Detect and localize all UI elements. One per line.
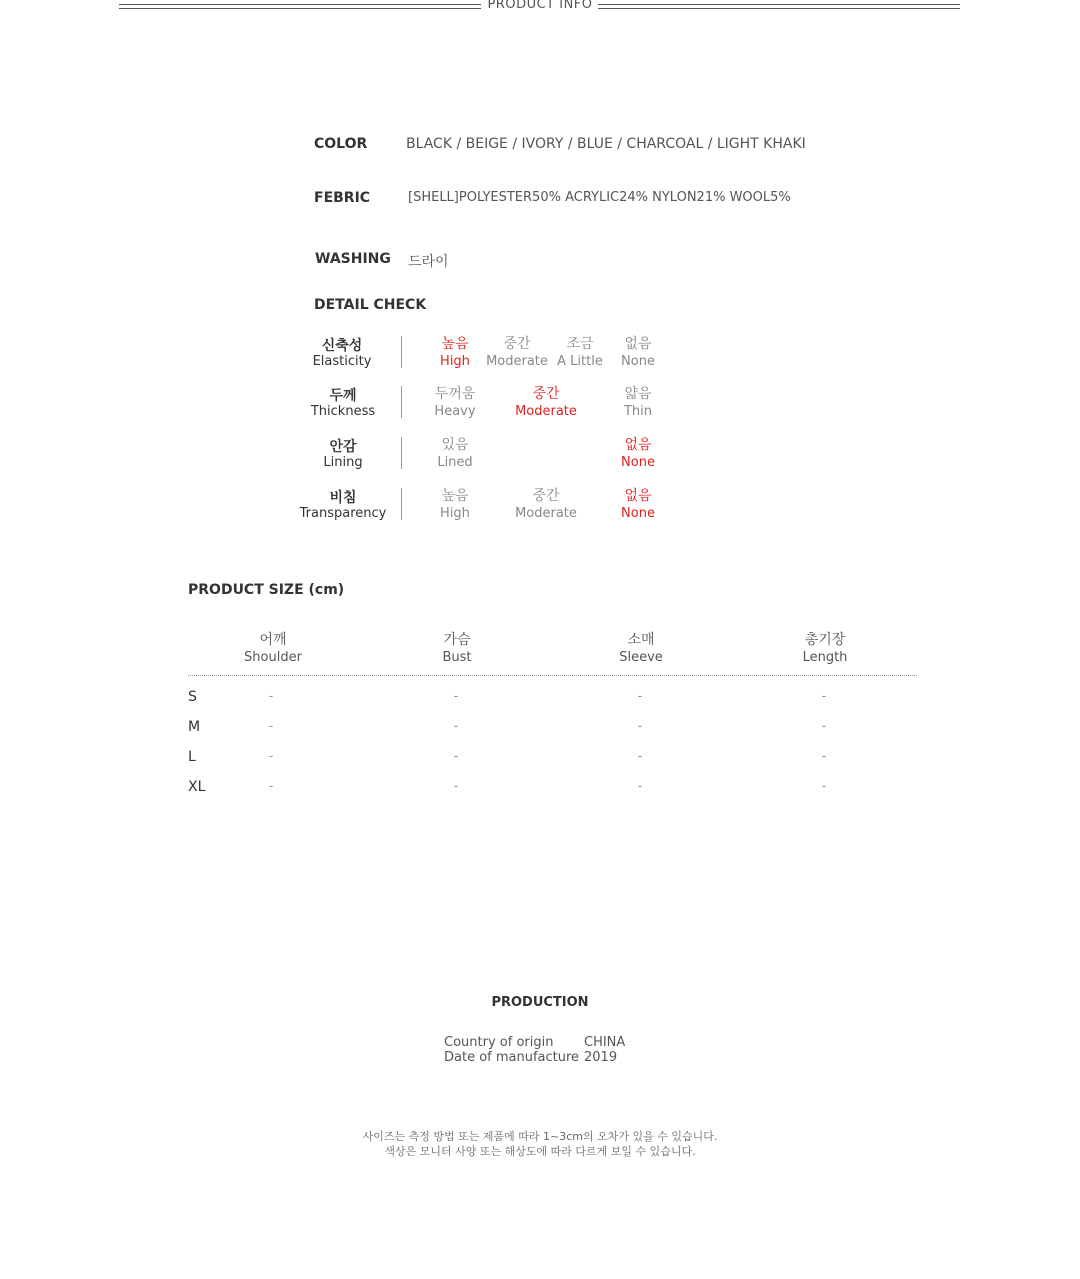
header-rule-right <box>598 4 960 9</box>
fabric-label: FEBRIC <box>314 190 371 206</box>
option-kr: 중간 <box>532 488 560 504</box>
size-value: - <box>453 779 459 794</box>
option-en: A Little <box>557 354 603 369</box>
size-col-en: Bust <box>442 650 472 665</box>
size-name: M <box>188 719 201 735</box>
detail-label-kr: 안감 <box>329 439 357 455</box>
option-en: Lined <box>437 455 473 470</box>
option-none <box>583 335 693 371</box>
size-value: - <box>268 749 274 764</box>
size-value: - <box>453 719 459 734</box>
option-kr: 높음 <box>441 336 469 352</box>
size-name: S <box>188 689 197 705</box>
size-value: - <box>821 719 827 734</box>
option-kr: 높음 <box>441 488 469 504</box>
washing-value: 드라이 <box>408 254 449 270</box>
size-value: - <box>268 719 274 734</box>
product-size-title: PRODUCT SIZE (cm) <box>188 582 345 598</box>
size-col-en: Sleeve <box>619 650 663 665</box>
option-none <box>583 436 693 472</box>
header-rule-left <box>119 4 481 9</box>
size-name: XL <box>188 779 206 795</box>
option-kr: 없음 <box>624 437 652 453</box>
product-info-title: PRODUCT INFO <box>487 0 593 12</box>
size-value: - <box>637 689 643 704</box>
size-name: L <box>188 749 196 765</box>
option-kr: 조금 <box>566 336 594 352</box>
option-en: None <box>621 506 655 521</box>
size-col-en: Length <box>802 650 848 665</box>
size-table-divider <box>188 675 917 676</box>
size-col-shoulder <box>203 631 343 667</box>
size-value: - <box>637 719 643 734</box>
detail-label-en: Elasticity <box>312 354 372 369</box>
option-en: Thin <box>623 404 653 419</box>
date-label: Date of manufacture <box>444 1050 580 1065</box>
size-value: - <box>637 779 643 794</box>
washing-label: WASHING <box>315 251 391 267</box>
detail-label-kr: 비침 <box>329 490 357 506</box>
option-en: High <box>440 354 470 369</box>
detail-label-kr: 신축성 <box>321 338 363 354</box>
size-col-kr: 어깨 <box>259 632 287 648</box>
size-col-kr: 총기장 <box>804 632 846 648</box>
option-thin <box>583 385 693 421</box>
size-col-en: Shoulder <box>244 650 302 665</box>
option-en: Heavy <box>434 404 476 419</box>
size-value: - <box>268 689 274 704</box>
size-disclaimer: 사이즈는 측정 방법 또는 제품에 따라 1~3cm의 오차가 있을 수 있습니다. <box>362 1130 718 1143</box>
size-col-bust <box>387 631 527 667</box>
size-col-kr: 소매 <box>627 632 655 648</box>
color-value: BLACK / BEIGE / IVORY / BLUE / CHARCOAL / LIGHT KHAKI <box>406 136 806 152</box>
color-disclaimer: 색상은 모니터 사양 또는 해상도에 따라 다르게 보일 수 있습니다. <box>384 1145 696 1158</box>
option-en: None <box>621 354 655 369</box>
size-value: - <box>821 779 827 794</box>
date-value: 2019 <box>584 1050 618 1065</box>
size-value: - <box>821 689 827 704</box>
size-value: - <box>637 749 643 764</box>
option-none <box>583 487 693 523</box>
option-kr: 없음 <box>624 488 652 504</box>
option-en: High <box>440 506 470 521</box>
detail-label-en: Thickness <box>310 404 376 419</box>
detail-label-en: Transparency <box>299 506 387 521</box>
option-en: None <box>621 455 655 470</box>
size-col-sleeve <box>571 631 711 667</box>
size-value: - <box>453 689 459 704</box>
origin-label: Country of origin <box>444 1035 554 1050</box>
size-col-kr: 가슴 <box>443 632 471 648</box>
option-lined <box>400 436 510 472</box>
option-kr: 있음 <box>441 437 469 453</box>
option-en: Moderate <box>515 404 577 419</box>
production-title: PRODUCTION <box>491 995 589 1010</box>
size-value: - <box>453 749 459 764</box>
fabric-value: [SHELL]POLYESTER50% ACRYLIC24% NYLON21% WOOL5% <box>408 190 791 205</box>
color-label: COLOR <box>314 136 368 152</box>
option-en: Moderate <box>515 506 577 521</box>
detail-label-en: Lining <box>323 455 363 470</box>
option-kr: 얇음 <box>624 386 652 402</box>
option-kr: 없음 <box>624 336 652 352</box>
origin-value: CHINA <box>584 1035 626 1050</box>
option-kr: 중간 <box>532 386 560 402</box>
option-kr: 중간 <box>503 336 531 352</box>
detail-label-kr: 두께 <box>329 388 357 404</box>
option-en: Moderate <box>486 354 548 369</box>
option-kr: 두꺼움 <box>434 386 476 402</box>
size-value: - <box>821 749 827 764</box>
size-col-length <box>755 631 895 667</box>
detail-check-title: DETAIL CHECK <box>314 297 427 313</box>
size-value: - <box>268 779 274 794</box>
